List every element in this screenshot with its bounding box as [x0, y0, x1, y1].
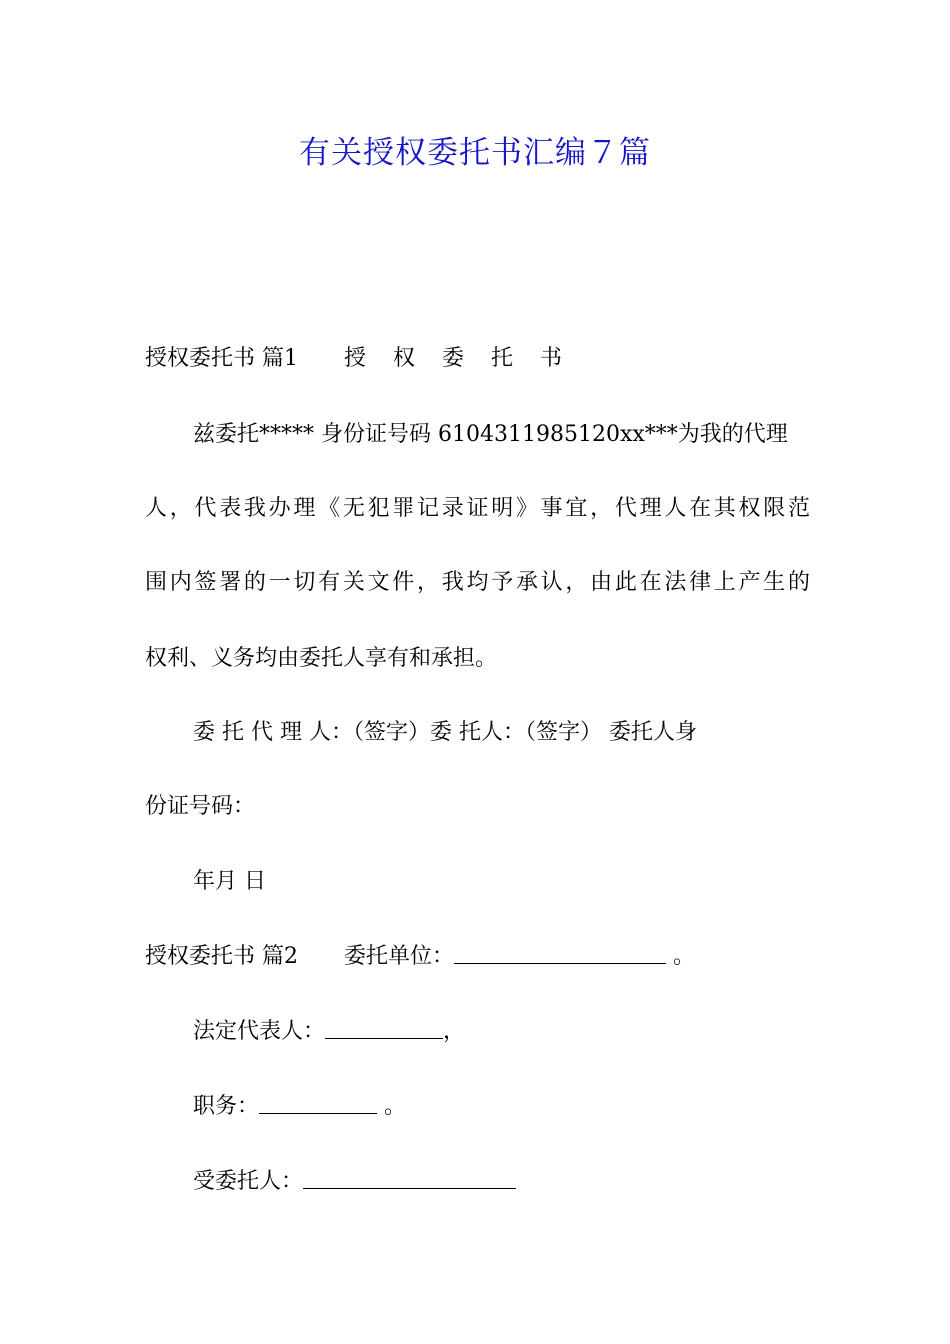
- position-row: [193, 1091, 858, 1123]
- section-1-body-line-4: 权利、义务均由委托人享有和承担。: [145, 646, 498, 671]
- document-title: 有关授权委托书汇编７篇: [299, 135, 651, 171]
- legal-rep-row: [193, 1016, 858, 1048]
- date-line: 年月 日: [193, 869, 266, 894]
- section-1-heading: 授权委托书 篇1: [145, 346, 298, 371]
- legal-rep-end: ，: [443, 1019, 466, 1044]
- section-1-body-line-1: 兹委托***** 身份证号码 6104311985120xx***为我的代理: [193, 422, 788, 447]
- client-unit-blank: [454, 941, 666, 964]
- legal-rep-label: 法定代表人：: [193, 1019, 326, 1044]
- legal-rep-blank: [325, 1016, 443, 1039]
- trustee-row: [193, 1166, 858, 1198]
- section-1-subtitle: 授 权 委 托 书: [344, 346, 572, 371]
- trustee-blank: [303, 1166, 516, 1189]
- client-unit-label: 委托单位：: [344, 944, 455, 969]
- position-blank: [259, 1091, 377, 1114]
- section-2-heading-row: [145, 941, 810, 973]
- section-1-heading-row: [145, 343, 810, 375]
- trustee-label: 受委托人：: [193, 1169, 304, 1194]
- section-1-body-line-2: 人，代表我办理《无犯罪记录证明》事宜，代理人在其权限范: [145, 496, 810, 521]
- signature-line-2: 份证号码：: [145, 794, 256, 819]
- signature-line-1: 委 托 代 理 人：（签字）委 托人：（签字） 委托人身: [193, 720, 697, 745]
- position-label: 职务：: [193, 1094, 260, 1119]
- position-end: 。: [384, 1094, 407, 1119]
- client-unit-end: 。: [673, 944, 696, 969]
- section-1-body-line-3: 围内签署的一切有关文件，我均予承认，由此在法律上产生的: [145, 570, 810, 595]
- section-2-heading: 授权委托书 篇2: [145, 944, 298, 969]
